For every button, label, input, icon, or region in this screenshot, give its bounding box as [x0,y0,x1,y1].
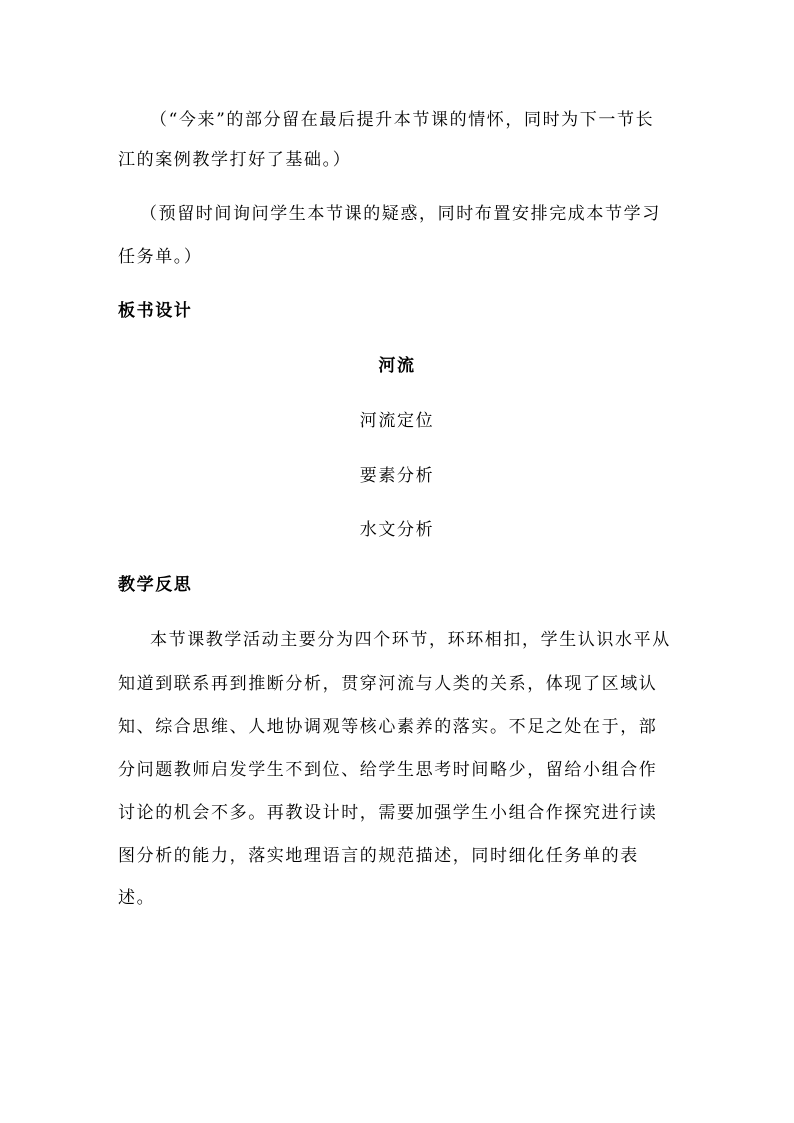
reflection-line: 本节课教学活动主要分为四个环节，环环相扣，学生认识水平从 [150,630,671,650]
board-title: 河流 [378,356,416,376]
reflection-line: 讨论的机会不多。再教设计时，需要加强学生小组合作探究进行读 [118,803,658,823]
reflection-line: 知道到联系再到推断分析，贯穿河流与人类的关系，体现了区域认 [118,674,658,694]
board-item-location: 河流定位 [359,411,435,431]
note2-line2: 任务单。） [118,247,203,267]
reflection-line: 图分析的能力，落实地理语言的规范描述，同时细化任务单的表 [118,846,639,866]
board-item-elements: 要素分析 [359,466,435,486]
reflection-line: 知、综合思维、人地协调观等核心素养的落实。不足之处在于，部 [118,717,658,737]
board-design-heading: 板书设计 [118,301,193,321]
note2-line1: （预留时间询问学生本节课的疑惑，同时布置安排完成本节学习 [140,204,661,224]
note1-line1: （“今来”的部分留在最后提升本节课的情怀，同时为下一节长 [150,110,655,130]
reflection-line: 分问题教师启发学生不到位、给学生思考时间略少，留给小组合作 [118,760,658,780]
note1-line2: 江的案例教学打好了基础。） [118,150,352,170]
board-item-hydrology: 水文分析 [359,520,435,540]
reflection-line: 述。 [118,888,156,908]
reflection-heading: 教学反思 [118,575,193,595]
